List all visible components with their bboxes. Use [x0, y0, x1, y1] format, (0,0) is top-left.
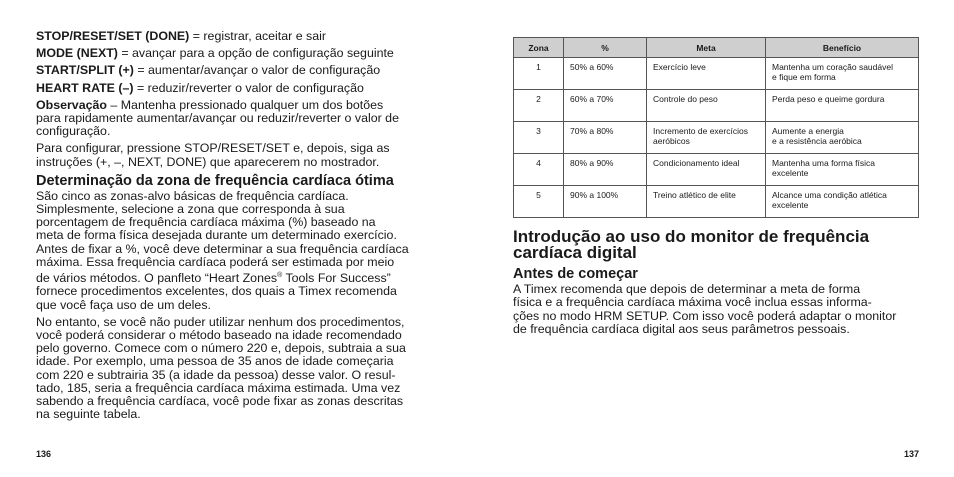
- table-cell: Aumente a energia e a resistência aeróbica: [766, 122, 919, 154]
- table-cell: 70% a 80%: [564, 122, 647, 154]
- table-cell: Treino atlético de elite: [647, 186, 766, 218]
- table-cell: 1: [514, 58, 564, 90]
- button-line: [36, 47, 440, 60]
- column-header: %: [564, 38, 647, 58]
- table-row: [514, 58, 919, 90]
- section-heading: Determinação da zona de frequência cardíaca ótima: [36, 172, 394, 189]
- table-cell: Perda peso e queime gordura: [766, 90, 919, 122]
- column-header: Zona: [514, 38, 564, 58]
- heart-rate-zones-table: [513, 37, 919, 218]
- table-row: [514, 154, 919, 186]
- button-line: [36, 82, 440, 95]
- table-cell: Mantenha uma forma física excelente: [766, 154, 919, 186]
- table-cell: Mantenha um coração saudável e fique em forma: [766, 58, 919, 90]
- button-desc: = registrar, aceitar e sair: [189, 29, 327, 43]
- age-method-paragraph: No entanto, se você não puder utilizar nenhum dos procedimentos, você poderá considerar o método baseado na idade recomendado pelo governo. Comece com o número 220 e, depois, subtraia a sua idade. Por exemplo, uma pessoa de 35 anos de idade começaria com 220 e subtrairia 35 (a idade da pessoa) desse valor. O resul- tado, 185, seria a frequência cardíaca máxima estimada. Uma vez sabendo a frequência cardíaca, você pode fixar as zonas descritas na seguinte tabela.: [36, 314, 406, 422]
- table-row: [514, 186, 919, 218]
- button-key: MODE (NEXT): [36, 46, 118, 61]
- observation-text: – Mantenha pressionado qualquer um dos botões para rapidamente aumentar/avançar ou reduzir/reverter o valor de configuração.: [36, 97, 399, 139]
- table-row: [514, 90, 919, 122]
- observation-note: [36, 99, 440, 139]
- table-cell: 5: [514, 186, 564, 218]
- table-cell: Alcance uma condição atlética excelente: [766, 186, 919, 218]
- button-key: START/SPLIT (+): [36, 63, 134, 78]
- table-cell: 2: [514, 90, 564, 122]
- button-desc: = aumentar/avançar o valor de configuração: [133, 63, 381, 78]
- intro-section: [513, 229, 923, 336]
- table-header-row: [514, 38, 919, 58]
- table-row: [514, 122, 919, 154]
- observation-label: Observação: [36, 97, 107, 112]
- table-cell: 4: [514, 154, 564, 186]
- table-cell: 80% a 90%: [564, 154, 647, 186]
- table-cell: Condicionamento ideal: [647, 154, 766, 186]
- button-line: [36, 30, 440, 43]
- registered-mark: ®: [277, 272, 283, 280]
- page-number: 137: [904, 449, 920, 459]
- table-cell: 3: [514, 122, 564, 154]
- zones-paragraph-text: São cinco as zonas-alvo básicas de frequência cardíaca. Simplesmente, selecione a zona que corresponda à sua porcentagem de frequência cardíaca máxima (%) baseado na meta de forma física desejada durante um determinado exercício. Antes de fixar a %, você deve determinar a sua frequência cardíaca máxima. Essa frequência cardíaca poderá ser estimada por meio de vários métodos. O panfleto “Heart Zones: [36, 188, 409, 286]
- column-header: Benefício: [766, 38, 919, 58]
- button-list: [36, 30, 440, 95]
- table-cell: 60% a 70%: [564, 90, 647, 122]
- button-desc: = reduzir/reverter o valor de configuração: [133, 80, 364, 95]
- zones-paragraph-text-end: Tools For Success” fornece procedimentos excelentes, dos quais a Timex recomenda que você faça uso de um deles.: [36, 271, 397, 312]
- button-key: STOP/RESET/SET (DONE): [36, 29, 190, 43]
- config-instructions: Para configurar, pressione STOP/RESET/SET e, depois, siga as instruções (+, –, NEXT, DONE) que aparecerem no mostrador.: [36, 141, 390, 169]
- intro-paragraph: A Timex recomenda que depois de determinar a meta de forma física e a frequência cardíaca máxima você inclua essas informa- ções no modo HRM SETUP. Com isso você poderá adaptar o monitor de frequência cardíaca digital aos seus parâmetros pessoais.: [513, 282, 897, 336]
- button-desc: = avançar para a opção de configuração seguinte: [117, 46, 394, 61]
- table-cell: 50% a 60%: [564, 58, 647, 90]
- intro-heading: Introdução ao uso do monitor de frequência cardíaca digital: [513, 227, 870, 262]
- left-column: [36, 30, 440, 425]
- page-number: 136: [36, 449, 52, 459]
- table-cell: 90% a 100%: [564, 186, 647, 218]
- button-line: [36, 64, 440, 77]
- table-cell: Controle do peso: [647, 90, 766, 122]
- column-header: Meta: [647, 38, 766, 58]
- intro-subheading: Antes de começar: [513, 266, 638, 282]
- table-cell: Exercício leve: [647, 58, 766, 90]
- table-cell: Incremento de exercícios aeróbicos: [647, 122, 766, 154]
- right-page: [477, 0, 954, 477]
- zones-paragraph: [36, 190, 440, 312]
- button-key: HEART RATE (–): [36, 80, 134, 95]
